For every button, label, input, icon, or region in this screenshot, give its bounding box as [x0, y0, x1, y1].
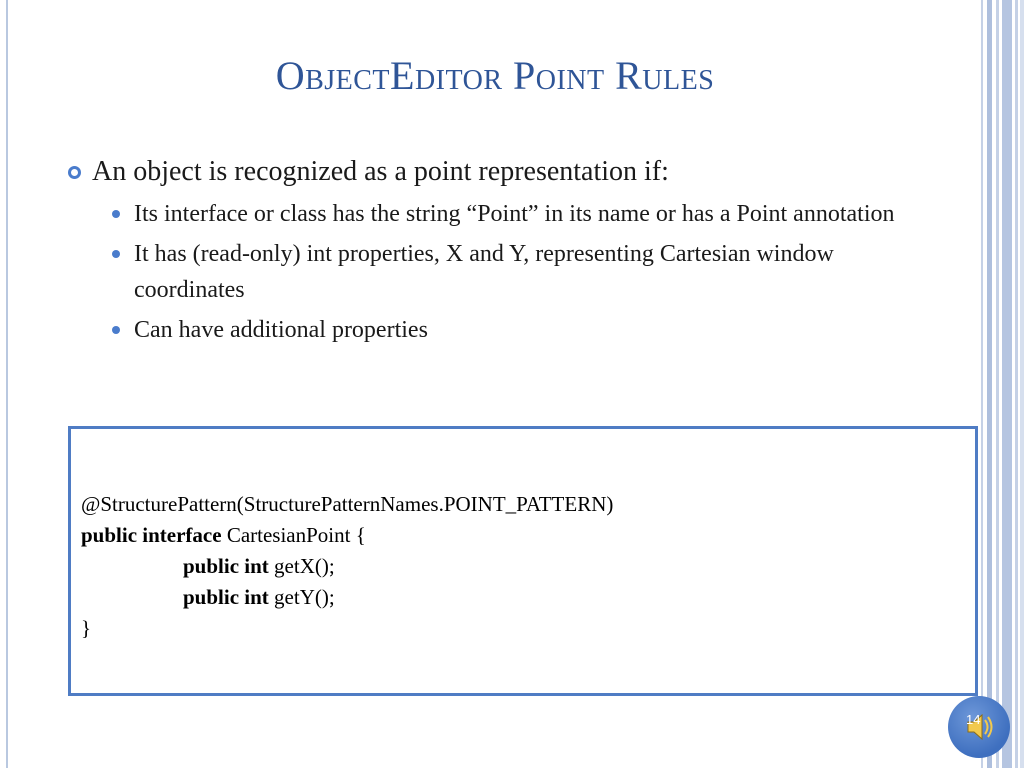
code-line-annotation: @StructurePattern(StructurePatternNames.POINT_PATTERN) [81, 492, 614, 516]
left-border-line [6, 0, 8, 768]
bullet-main [68, 152, 948, 192]
sub-bullet-text: It has (read-only) int properties, X and Y, representing Cartesian window coordinates [134, 241, 834, 303]
code-keyword: public interface [81, 523, 222, 547]
bullet-main-text: An object is recognized as a point representation if: [92, 156, 669, 187]
ring-bullet-icon [68, 166, 81, 179]
code-keyword: public int [183, 585, 269, 609]
speaker-icon[interactable] [948, 696, 1010, 758]
code-keyword: public int [183, 554, 269, 578]
sub-bullet [110, 196, 948, 232]
speaker-glyph [948, 696, 1010, 758]
code-text: getY(); [268, 585, 335, 609]
stripe [1002, 0, 1012, 768]
code-closing-brace: } [81, 616, 92, 640]
dot-bullet-icon [112, 250, 120, 258]
stripe [996, 0, 999, 768]
stripe [987, 0, 992, 768]
sub-bullet [110, 312, 948, 348]
bullet-list [68, 152, 948, 348]
dot-bullet-icon [112, 210, 120, 218]
stripe [1015, 0, 1018, 768]
code-block [81, 489, 613, 644]
stripe [981, 0, 983, 768]
dot-bullet-icon [112, 326, 120, 334]
right-decorative-stripes [978, 0, 1024, 768]
sub-bullet-text: Can have additional properties [134, 317, 428, 343]
code-box [68, 426, 978, 696]
slide-title: ObjectEditor Point Rules [275, 53, 715, 98]
slide-number: 14 [966, 712, 981, 727]
stripe [1020, 0, 1024, 768]
sub-bullet-text: Its interface or class has the string “Point” in its name or has a Point annotation [134, 201, 895, 227]
sub-bullet [110, 236, 948, 308]
code-text: getX(); [268, 554, 335, 578]
code-text: CartesianPoint { [221, 523, 366, 547]
